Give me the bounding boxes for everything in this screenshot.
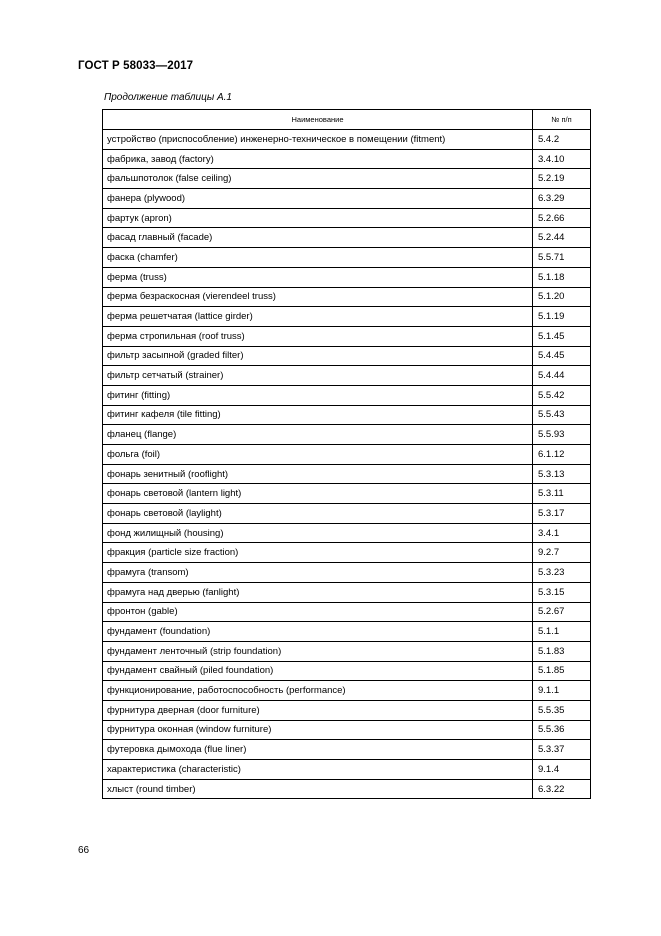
term-name-cell: устройство (приспособление) инженерно-техническое в помещении (fitment) xyxy=(103,130,533,150)
term-name-cell: фланец (flange) xyxy=(103,425,533,445)
term-number-cell: 5.3.15 xyxy=(533,582,591,602)
table-row xyxy=(103,523,591,543)
table-row xyxy=(103,484,591,504)
term-name-cell: фанера (plywood) xyxy=(103,189,533,209)
term-number-cell: 5.1.20 xyxy=(533,287,591,307)
term-name-cell: фурнитура оконная (window furniture) xyxy=(103,720,533,740)
term-name-cell: фракция (particle size fraction) xyxy=(103,543,533,563)
table-row xyxy=(103,307,591,327)
term-number-cell: 5.1.83 xyxy=(533,641,591,661)
table-row xyxy=(103,563,591,583)
term-number-cell: 9.2.7 xyxy=(533,543,591,563)
term-number-cell: 5.1.18 xyxy=(533,267,591,287)
term-name-cell: фонарь световой (lantern light) xyxy=(103,484,533,504)
term-name-cell: ферма решетчатая (lattice girder) xyxy=(103,307,533,327)
term-number-cell: 9.1.4 xyxy=(533,760,591,780)
table-row xyxy=(103,445,591,465)
term-name-cell: характеристика (characteristic) xyxy=(103,760,533,780)
term-number-cell: 3.4.10 xyxy=(533,149,591,169)
table-row xyxy=(103,385,591,405)
term-name-cell: хлыст (round timber) xyxy=(103,779,533,799)
term-name-cell: фрамуга над дверью (fanlight) xyxy=(103,582,533,602)
term-name-cell: ферма стропильная (roof truss) xyxy=(103,326,533,346)
table-row xyxy=(103,543,591,563)
term-name-cell: фундамент (foundation) xyxy=(103,622,533,642)
term-number-cell: 5.2.67 xyxy=(533,602,591,622)
table-row xyxy=(103,622,591,642)
term-number-cell: 5.3.17 xyxy=(533,504,591,524)
term-number-cell: 5.4.45 xyxy=(533,346,591,366)
terms-table xyxy=(102,109,591,799)
term-name-cell: ферма (truss) xyxy=(103,267,533,287)
term-name-cell: функционирование, работоспособность (performance) xyxy=(103,681,533,701)
term-name-cell: фасад главный (facade) xyxy=(103,228,533,248)
table-row xyxy=(103,740,591,760)
table-caption: Продолжение таблицы А.1 xyxy=(104,92,232,103)
term-name-cell: фонд жилищный (housing) xyxy=(103,523,533,543)
term-name-cell: фитинг кафеля (tile fitting) xyxy=(103,405,533,425)
term-number-cell: 9.1.1 xyxy=(533,681,591,701)
term-number-cell: 5.1.85 xyxy=(533,661,591,681)
term-number-cell: 5.5.71 xyxy=(533,248,591,268)
term-name-cell: фундамент свайный (piled foundation) xyxy=(103,661,533,681)
table-row xyxy=(103,228,591,248)
table-row xyxy=(103,760,591,780)
term-number-cell: 5.5.36 xyxy=(533,720,591,740)
term-name-cell: фольга (foil) xyxy=(103,445,533,465)
term-name-cell: ферма безраскосная (vierendeel truss) xyxy=(103,287,533,307)
term-number-cell: 5.5.43 xyxy=(533,405,591,425)
term-number-cell: 5.3.11 xyxy=(533,484,591,504)
term-number-cell: 5.2.19 xyxy=(533,169,591,189)
table-row xyxy=(103,582,591,602)
term-name-cell: фрамуга (transom) xyxy=(103,563,533,583)
table-row xyxy=(103,189,591,209)
table-body xyxy=(103,130,591,799)
table-row xyxy=(103,208,591,228)
table-row xyxy=(103,425,591,445)
table-row xyxy=(103,641,591,661)
table-row xyxy=(103,267,591,287)
table-row xyxy=(103,700,591,720)
term-name-cell: фильтр сетчатый (strainer) xyxy=(103,366,533,386)
table-row xyxy=(103,779,591,799)
table-row xyxy=(103,248,591,268)
table-row xyxy=(103,504,591,524)
term-number-cell: 5.1.19 xyxy=(533,307,591,327)
table-row xyxy=(103,366,591,386)
table-header-row xyxy=(103,110,591,130)
term-number-cell: 5.5.42 xyxy=(533,385,591,405)
term-name-cell: фальшпотолок (false ceiling) xyxy=(103,169,533,189)
term-name-cell: фабрика, завод (factory) xyxy=(103,149,533,169)
table-row xyxy=(103,661,591,681)
table-row xyxy=(103,149,591,169)
term-number-cell: 5.3.23 xyxy=(533,563,591,583)
table-row xyxy=(103,346,591,366)
document-header: ГОСТ Р 58033—2017 xyxy=(78,60,194,72)
page-number: 66 xyxy=(78,845,90,856)
table-row xyxy=(103,169,591,189)
term-number-cell: 6.1.12 xyxy=(533,445,591,465)
table-row xyxy=(103,602,591,622)
column-header-name: Наименование xyxy=(103,110,533,130)
table-row xyxy=(103,464,591,484)
table-row xyxy=(103,326,591,346)
term-name-cell: фитинг (fitting) xyxy=(103,385,533,405)
term-name-cell: фаска (chamfer) xyxy=(103,248,533,268)
term-number-cell: 5.1.45 xyxy=(533,326,591,346)
term-name-cell: фонарь зенитный (rooflight) xyxy=(103,464,533,484)
column-header-number: № п/п xyxy=(533,110,591,130)
table-row xyxy=(103,681,591,701)
term-number-cell: 5.5.93 xyxy=(533,425,591,445)
term-name-cell: фильтр засыпной (graded filter) xyxy=(103,346,533,366)
term-name-cell: фронтон (gable) xyxy=(103,602,533,622)
term-number-cell: 5.4.44 xyxy=(533,366,591,386)
term-number-cell: 5.2.44 xyxy=(533,228,591,248)
term-name-cell: фартук (apron) xyxy=(103,208,533,228)
term-name-cell: фонарь световой (laylight) xyxy=(103,504,533,524)
term-number-cell: 5.3.37 xyxy=(533,740,591,760)
table-row xyxy=(103,287,591,307)
table-row xyxy=(103,130,591,150)
term-number-cell: 5.4.2 xyxy=(533,130,591,150)
table-row xyxy=(103,720,591,740)
term-number-cell: 3.4.1 xyxy=(533,523,591,543)
term-number-cell: 5.1.1 xyxy=(533,622,591,642)
term-number-cell: 6.3.22 xyxy=(533,779,591,799)
table-row xyxy=(103,405,591,425)
term-name-cell: фурнитура дверная (door furniture) xyxy=(103,700,533,720)
term-number-cell: 6.3.29 xyxy=(533,189,591,209)
term-name-cell: футеровка дымохода (flue liner) xyxy=(103,740,533,760)
term-number-cell: 5.2.66 xyxy=(533,208,591,228)
term-number-cell: 5.5.35 xyxy=(533,700,591,720)
term-number-cell: 5.3.13 xyxy=(533,464,591,484)
term-name-cell: фундамент ленточный (strip foundation) xyxy=(103,641,533,661)
